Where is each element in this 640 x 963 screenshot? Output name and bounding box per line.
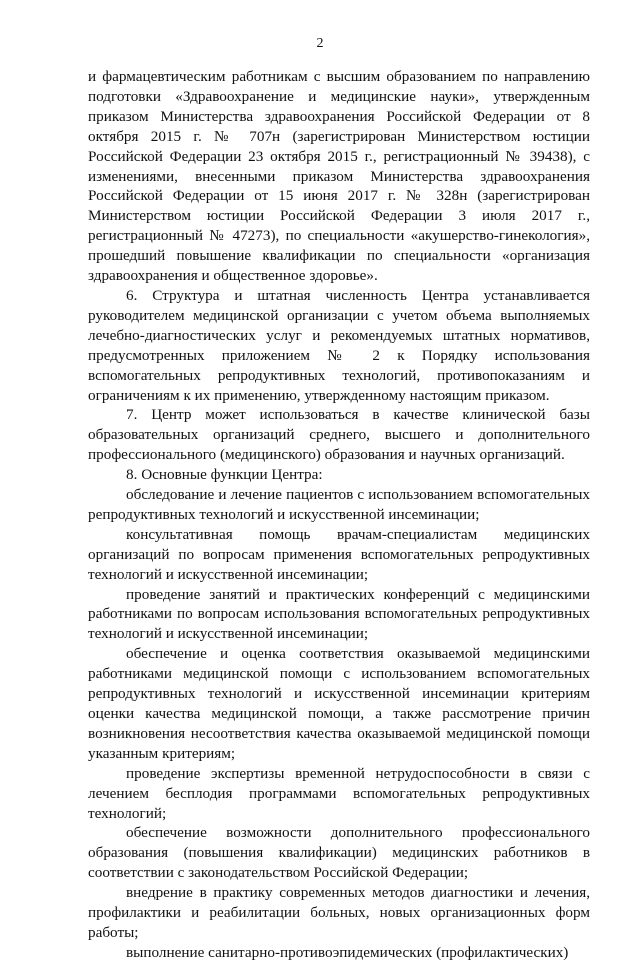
paragraph-item-7-clinical-base: 7. Центр может использоваться в качестве клинической базы образовательных организаций среднего, высшего и дополнительного профессионального (медицинского) образования и научных организаций. — [88, 406, 590, 464]
function-item-consultative-help: консультативная помощь врачам-специалистам медицинских организаций по вопросам применения вспомогательных репродуктивных технологий и искусственной инсеминации; — [88, 525, 590, 583]
paragraph-qualification-requirements: и фармацевтическим работникам с высшим образованием по направлению подготовки «Здравоохранение и медицинские науки», утвержденным приказом Министерства здравоохранения Российской Федерации от 8 октября 2015 г. № 707н (зарегистрирован Министерством юстиции Российской Федерации 23 октября 2015 г., регистрационный № 39438), с изменениями, внесенными приказом Министерства здравоохранения Российской Федерации от 15 июня 2017 г. № 328н (зарегистрирован Министерством юстиции Российской Федерации 3 июля 2017 г., регистрационный № 47273), по специальности «акушерство-гинекология», прошедший повышение квалификации по специальности «организация здравоохранения и общественное здоровье». — [88, 68, 590, 285]
page-number: 2 — [316, 36, 324, 51]
function-item-methods-implementation: внедрение в практику современных методов диагностики и лечения, профилактики и реабилитации больных, новых организационных форм работы; — [88, 884, 590, 941]
function-item-sanitary-measures: выполнение санитарно-противоэпидемических (профилактических) — [126, 943, 569, 961]
function-item-examination-treatment: обследование и лечение пациентов с использованием вспомогательных репродуктивных технологий и искусственной инсеминации; — [88, 486, 590, 523]
function-item-professional-education: обеспечение возможности дополнительного профессионального образования (повышения квалификации) медицинских работников в соответствии с законодательством Российской Федерации; — [88, 824, 590, 882]
function-item-conferences: проведение занятий и практических конференций с медицинскими работниками по вопросам использования вспомогательных репродуктивных технологий и искусственной инсеминации; — [88, 585, 590, 643]
paragraph-item-6-structure: 6. Структура и штатная численность Центра устанавливается руководителем медицинской организации с учетом объема выполняемых лечебно-диагностических услуг и рекомендуемых штатных нормативов, предусмотренных приложением № 2 к Порядку использования вспомогательных репродуктивных технологий, противопоказаниям и ограничениям к их применению, утвержденному настоящим приказом. — [88, 286, 590, 404]
function-item-disability-expertise: проведение экспертизы временной нетрудоспособности в связи с лечением бесплодия программами вспомогательных репродуктивных технологий; — [88, 764, 590, 822]
paragraph-item-8-functions-heading: 8. Основные функции Центра: — [126, 466, 323, 484]
function-item-quality-assessment: обеспечение и оценка соответствия оказываемой медицинскими работниками медицинской помощи с использованием вспомогательных репродуктивных технологий и искусственной инсеминации критериям оценки качества медицинской помощи, а также рассмотрение причин возникновения несоответствия качества оказываемой медицинской помощи указанным критериям; — [88, 645, 590, 762]
document-body — [88, 67, 590, 963]
